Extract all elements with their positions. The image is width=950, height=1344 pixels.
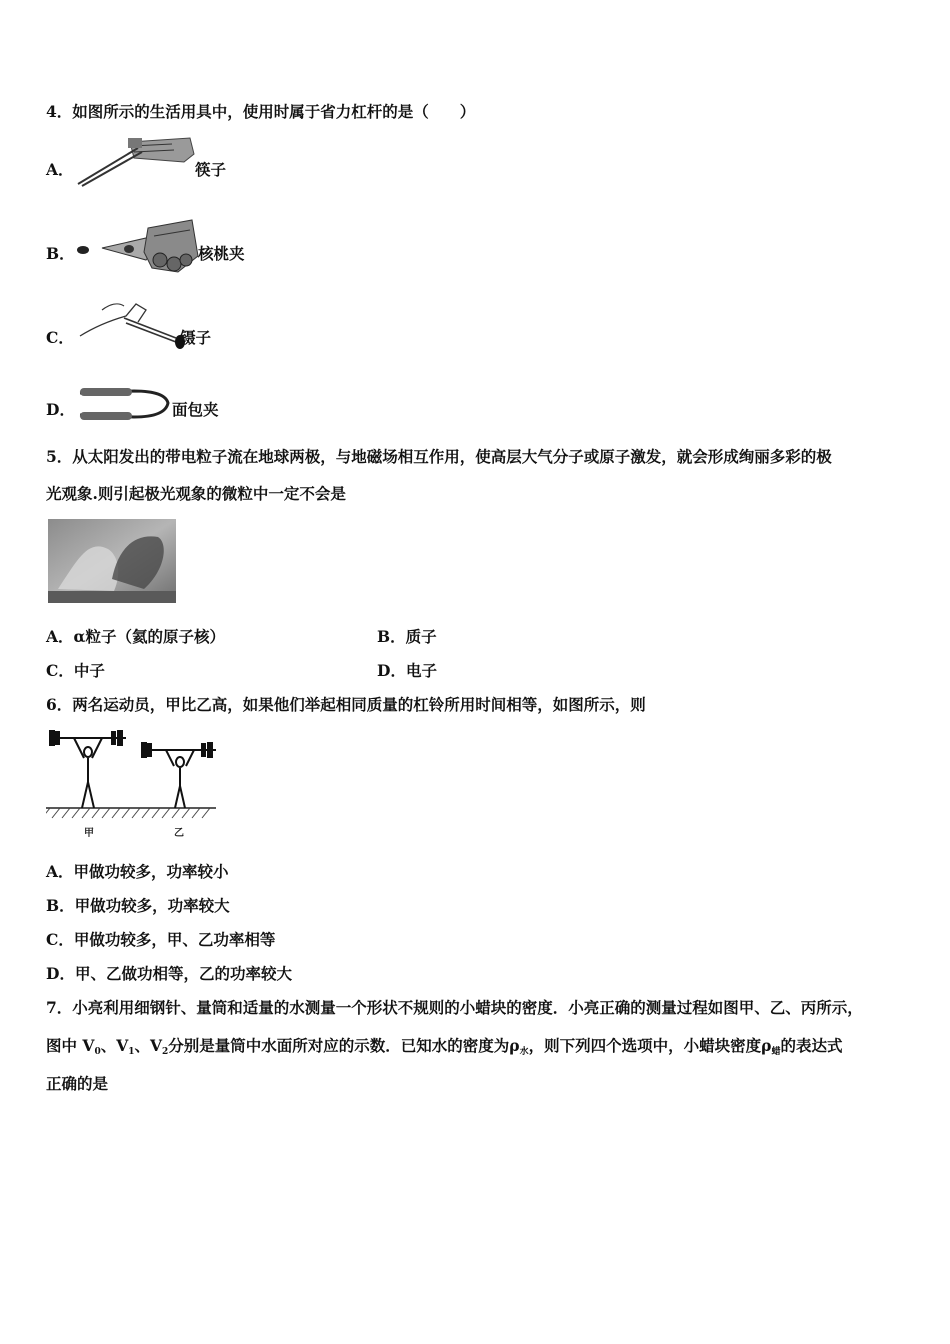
q7-line2-c: 、V <box>134 1036 163 1055</box>
bread-tongs-image <box>74 383 174 427</box>
q7-sub-water: 水 <box>519 1047 529 1057</box>
q7-sub-v2: 2 <box>162 1047 169 1057</box>
chopsticks-image <box>72 134 198 192</box>
q4-option-d-letter[interactable]: D． <box>46 400 75 419</box>
q4-option-a-label: 筷子 <box>195 160 227 179</box>
q6-stem: 6．两名运动员，甲比乙高，如果他们举起相同质量的杠铃所用时间相等，如图所示，则 <box>46 695 646 714</box>
q7-line2-b: 、V <box>100 1036 129 1055</box>
q5-option-d[interactable]: D．电子 <box>377 661 437 680</box>
q4-stem: 4．如图所示的生活用具中，使用时属于省力杠杆的是（ ） <box>46 102 476 121</box>
tweezers-image <box>76 296 186 354</box>
q4-option-a-letter[interactable]: A． <box>46 160 74 179</box>
q4-option-d-label: 面包夹 <box>172 400 219 419</box>
q5-stem-line2: 光观象.则引起极光观象的微粒中一定不会是 <box>46 484 346 503</box>
nutcracker-image <box>74 216 200 276</box>
q7-sub-wax: 蜡 <box>771 1047 781 1057</box>
q7-line2-f: 的表达式 <box>780 1036 843 1055</box>
q7-line2-a: 图中 V <box>46 1036 95 1055</box>
q6-option-a[interactable]: A．甲做功较多，功率较小 <box>46 862 229 881</box>
q7-line1: 7．小亮利用细钢针、量筒和适量的水测量一个形状不规则的小蜡块的密度．小亮正确的测量过程如图甲、乙、丙所示， <box>46 998 863 1017</box>
q6-option-d[interactable]: D．甲、乙做功相等，乙的功率较大 <box>46 964 292 983</box>
q5-stem-line1: 5．从太阳发出的带电粒子流在地球两极，与地磁场相互作用，使高层大气分子或原子激发，就会形成绚丽多彩的极 <box>46 447 832 466</box>
q7-sub-v1: 1 <box>128 1047 135 1057</box>
q7-sub-v0: 0 <box>94 1047 101 1057</box>
weightlifters-figure <box>46 728 216 843</box>
q4-option-c-letter[interactable]: C． <box>46 328 74 347</box>
q6-option-c[interactable]: C．甲做功较多，甲、乙功率相等 <box>46 930 276 949</box>
q7-line2-d: 分别是量筒中水面所对应的示数．已知水的密度为ρ <box>168 1036 520 1055</box>
q7-line2-e: ，则下列四个选项中，小蜡块密度ρ <box>528 1036 772 1055</box>
q5-option-a[interactable]: A．α粒子（氦的原子核） <box>46 627 225 646</box>
figure-label-yi: 乙 <box>174 828 184 839</box>
q7-line2 <box>46 1036 842 1062</box>
aurora-photo <box>48 519 176 603</box>
q4-option-c-label: 镊子 <box>180 328 212 347</box>
q5-option-c[interactable]: C．中子 <box>46 661 105 680</box>
q4-option-b-letter[interactable]: B． <box>46 244 75 263</box>
figure-label-jia: 甲 <box>84 828 94 839</box>
q5-option-b[interactable]: B．质子 <box>377 627 437 646</box>
q7-line3: 正确的是 <box>46 1074 109 1093</box>
q6-option-b[interactable]: B．甲做功较多，功率较大 <box>46 896 230 915</box>
q4-option-b-label: 核桃夹 <box>198 244 245 263</box>
